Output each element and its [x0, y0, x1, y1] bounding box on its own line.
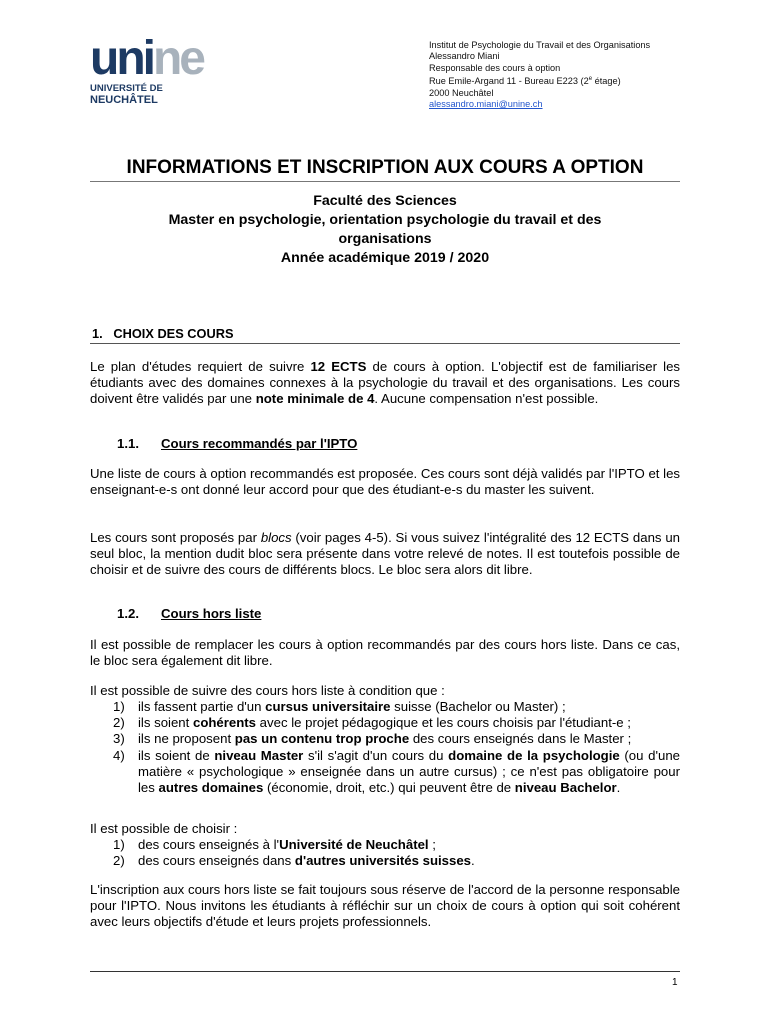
list-item	[90, 699, 680, 715]
footer-divider	[90, 971, 680, 972]
section-divider	[90, 343, 680, 344]
text-run: Les cours sont proposés par	[90, 530, 261, 545]
paragraph-blocs	[90, 530, 680, 579]
paragraph-registration: L'inscription aux cours hors liste se fait toujours sous réserve de l'accord de la personne responsable pour l'IPTO. Nous invitons les étudiants à réfléchir sur un choix de cours à option qui soit cohérent avec leurs objectifs d'étude et leurs projets professionnels.	[90, 882, 680, 930]
text-run: (ou d'une matière « psychologique » enseignée dans un autre cursus) ; ce n'est pas obligatoire pour les	[138, 747, 680, 796]
section-label: CHOIX DES COURS	[113, 326, 234, 341]
text-run: (économie, droit, etc.) qui peuvent être de	[263, 780, 515, 796]
text-run: de cours à option. L'objectif est de familiariser les étudiants avec des domaines connexes à la psychologie du travail et des organisations. Les cours doivent être validés par une	[90, 359, 680, 407]
list-number: 2)	[113, 853, 125, 869]
text-bold: d'autres universités suisses	[294, 853, 472, 869]
text-run: ;	[428, 837, 436, 852]
header-address-sup: e	[588, 76, 593, 83]
list-item	[90, 853, 680, 869]
text-bold: 12 ECTS	[310, 359, 367, 374]
section-heading-1	[92, 326, 234, 341]
title-divider	[90, 181, 680, 182]
header-name: Alessandro Miani	[429, 51, 500, 62]
logo-line1: UNIVERSITÉ DE	[90, 83, 163, 94]
paragraph-conditions-intro: Il est possible de suivre des cours hors liste à condition que :	[90, 683, 445, 698]
list-item	[90, 715, 680, 731]
paragraph-recommended: Une liste de cours à option recommandés est proposée. Ces cours sont déjà validés par l'IPTO et les enseignant-e-s ont donné leur accord pour que des étudiant-e-s du master les suivent.	[90, 466, 680, 498]
text-italic: blocs	[260, 530, 292, 545]
text-bold: note minimale de 4	[255, 391, 375, 407]
text-run: .	[471, 853, 475, 869]
subtitle-program: Master en psychologie, orientation psychologie du travail et des	[168, 212, 602, 228]
text-run: ils ne proposent	[138, 731, 235, 747]
logo-wordmark-light: ne	[152, 32, 203, 85]
text-bold: domaine de la psychologie	[448, 747, 620, 763]
page-title: INFORMATIONS ET INSCRIPTION AUX COURS A OPTION	[126, 157, 644, 178]
subtitle-program-cont: organisations	[338, 231, 432, 247]
text-run: Le plan d'études requiert de suivre	[90, 359, 311, 374]
header-address	[429, 74, 650, 87]
header-address-b: étage)	[592, 76, 621, 87]
text-bold: niveau Master	[214, 747, 304, 763]
subsection-number: 1.2.	[117, 606, 139, 621]
text-bold: cohérents	[192, 715, 257, 731]
text-bold: pas un contenu trop proche	[234, 731, 410, 747]
paragraph-choice-intro: Il est possible de choisir :	[90, 821, 238, 836]
list-number: 1)	[113, 699, 125, 714]
text-bold: autres domaines	[158, 780, 264, 796]
text-run: des cours enseignés dans	[138, 853, 295, 869]
text-run: avec le projet pédagogique et les cours choisis par l'étudiant-e ;	[256, 715, 631, 731]
text-run: des cours enseignés à l'	[138, 837, 280, 852]
list-number: 3)	[113, 731, 125, 747]
list-number: 1)	[113, 837, 125, 852]
text-run: (voir pages 4-5). Si vous suivez l'intégralité des 12 ECTS dans un seul bloc, la mention dudit bloc sera présente dans votre relevé de notes. Il est toutefois possible de choisir et de suivre des cours de différents blocs. Le bloc sera alors dit libre.	[90, 530, 680, 578]
subsection-heading-1-1	[117, 436, 357, 451]
list-item	[90, 748, 680, 797]
text-run: . Aucune compensation n'est possible.	[374, 391, 599, 407]
text-run: .	[616, 780, 621, 796]
subtitle-year: Année académique 2019 / 2020	[280, 250, 490, 266]
text-run: ils fassent partie d'un	[138, 699, 266, 714]
text-run: ils soient	[138, 715, 193, 731]
section-number: 1.	[92, 326, 103, 341]
subsection-label: Cours recommandés par l'IPTO	[161, 436, 358, 451]
header-contact-block	[429, 40, 650, 111]
logo-wordmark	[90, 32, 220, 85]
conditions-list	[90, 699, 680, 796]
text-run: s'il s'agit d'un cours du	[303, 747, 449, 763]
subtitle-block	[90, 192, 680, 268]
header-email-link[interactable]: alessandro.miani@unine.ch	[429, 99, 543, 110]
text-run: ils soient de	[138, 747, 215, 763]
header-city: 2000 Neuchâtel	[429, 87, 494, 98]
choice-list	[90, 837, 680, 869]
list-number: 4)	[113, 747, 125, 763]
logo-wordmark-dark: uni	[90, 32, 153, 85]
paragraph-plan	[90, 359, 680, 408]
text-run: suisse (Bachelor ou Master) ;	[390, 699, 566, 714]
header-institute: Institut de Psychologie du Travail et des Organisations	[429, 40, 651, 50]
paragraph-hors-liste: Il est possible de remplacer les cours à option recommandés par des cours hors liste. Dans ce cas, le bloc sera également dit libre.	[90, 637, 680, 669]
header-address-a: Rue Emile-Argand 11 - Bureau E223 (2	[429, 76, 589, 87]
logo-line2: NEUCHÂTEL	[90, 94, 158, 106]
subsection-label: Cours hors liste	[161, 606, 262, 621]
list-item	[90, 731, 680, 747]
text-bold: Université de Neuchâtel	[279, 837, 429, 852]
header-role: Responsable des cours à option	[429, 62, 561, 73]
text-run: des cours enseignés dans le Master ;	[409, 731, 632, 747]
page-number: 1	[672, 977, 678, 988]
list-item	[90, 837, 680, 853]
subtitle-faculty: Faculté des Sciences	[313, 193, 457, 209]
text-bold: niveau Bachelor	[514, 780, 617, 796]
subsection-number: 1.1.	[117, 436, 139, 451]
subsection-heading-1-2	[117, 606, 261, 621]
list-number: 2)	[113, 715, 125, 731]
university-logo	[90, 32, 220, 108]
text-bold: cursus universitaire	[265, 699, 391, 714]
